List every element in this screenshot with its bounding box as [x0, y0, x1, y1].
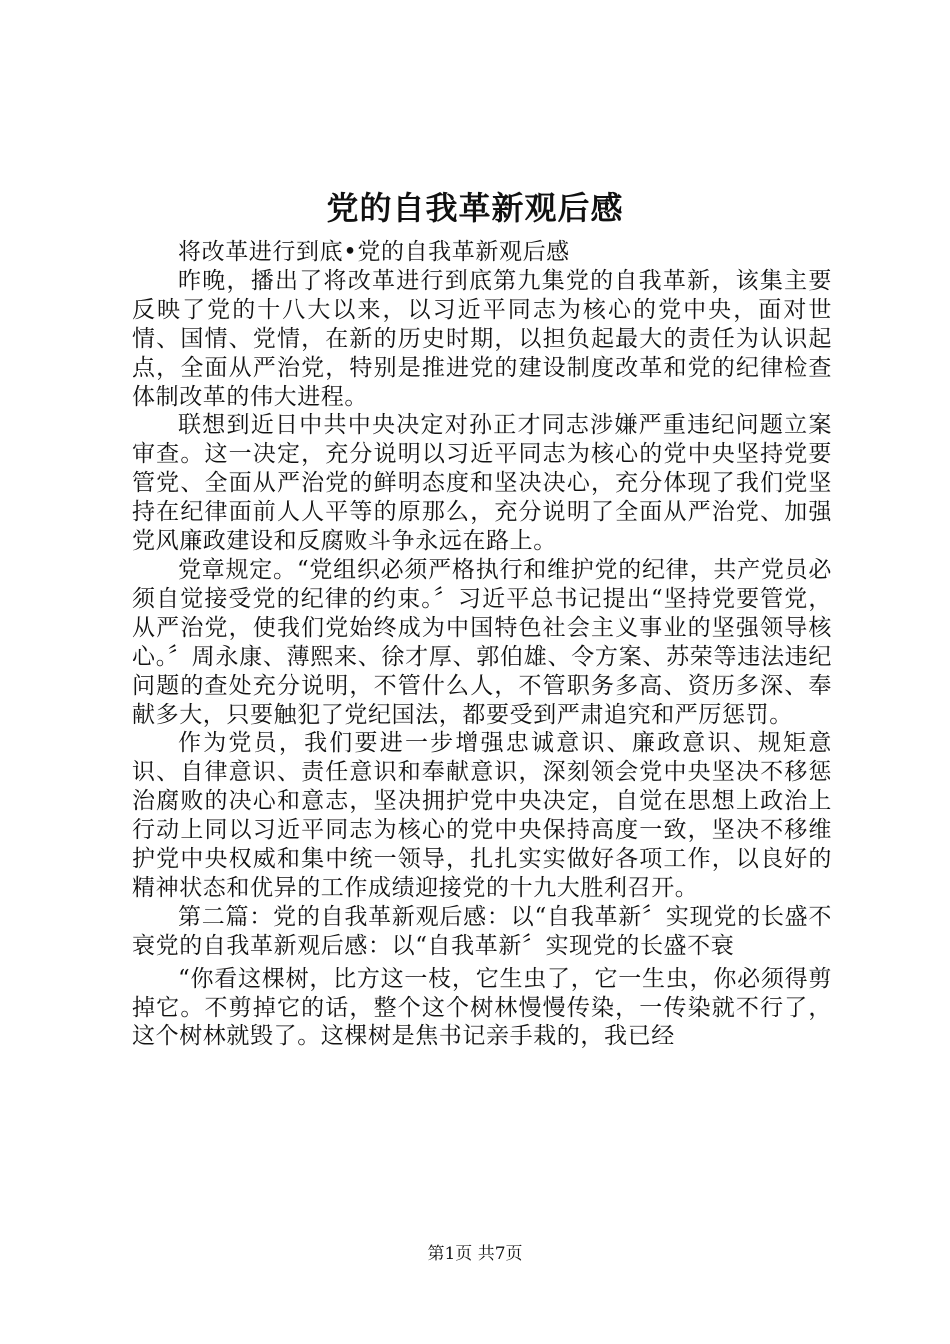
page-footer: 第1页 共7页 — [427, 1244, 523, 1264]
paragraph-section-heading: 第二篇：党的自我革新观后感：以“自我革新〞实现党的长盛不衰党的自我革新观后感：以“自我革新〞实现党的长盛不衰 — [132, 903, 832, 959]
paragraph: 昨晚，播出了将改革进行到底第九集党的自我革新，该集主要反映了党的十八大以来，以习近平同志为核心的党中央，面对世情、国情、党情，在新的历史时期，以担负起最大的责任为认识起点，全面从严治党，特别是推进党的建设制度改革和党的纪律检查体制改革的伟大进程。 — [132, 267, 832, 410]
paragraph: “你看这棵树，比方这一枝，它生虫了，它一生虫，你必须得剪掉它。不剪掉它的话，整个这个树林慢慢传染，一传染就不行了，这个树林就毁了。这棵树是焦书记亲手栽的，我已经 — [132, 965, 832, 1050]
paragraph-subtitle: 将改革进行到底•党的自我革新观后感 — [178, 239, 570, 265]
document-body — [132, 238, 832, 1051]
document-title: 党的自我革新观后感 — [326, 189, 624, 227]
paragraph: 联想到近日中共中央决定对孙正才同志涉嫌严重违纪问题立案审查。这一决定，充分说明以习近平同志为核心的党中央坚持党要管党、全面从严治党的鲜明态度和坚决决心，充分体现了我们党坚持在纪律面前人人平等的原那么，充分说明了全面从严治党、加强党风廉政建设和反腐败斗争永远在路上。 — [132, 412, 832, 555]
paragraph: 作为党员，我们要进一步增强忠诚意识、廉政意识、规矩意识、自律意识、责任意识和奉献意识，深刻领会党中央坚决不移惩治腐败的决心和意志，坚决拥护党中央决定，自觉在思想上政治上行动上同以习近平同志为核心的党中央保持高度一致，坚决不移维护党中央权威和集中统一领导，扎扎实实做好各项工作，以良好的精神状态和优异的工作成绩迎接党的十九大胜利召开。 — [132, 730, 832, 901]
paragraph: 党章规定。“党组织必须严格执行和维护党的纪律，共产党员必须自觉接受党的纪律的约束。〞习近平总书记提出“坚持党要管党，从严治党，使我们党始终成为中国特色社会主义事业的坚强领导核心。〞周永康、薄熙来、徐才厚、郭伯雄、令方案、苏荣等违法违纪问题的查处充分说明，不管什么人，不管职务多高、资历多深、奉献多大，只要触犯了党纪国法，都要受到严肃追究和严厉惩罚。 — [132, 556, 832, 728]
